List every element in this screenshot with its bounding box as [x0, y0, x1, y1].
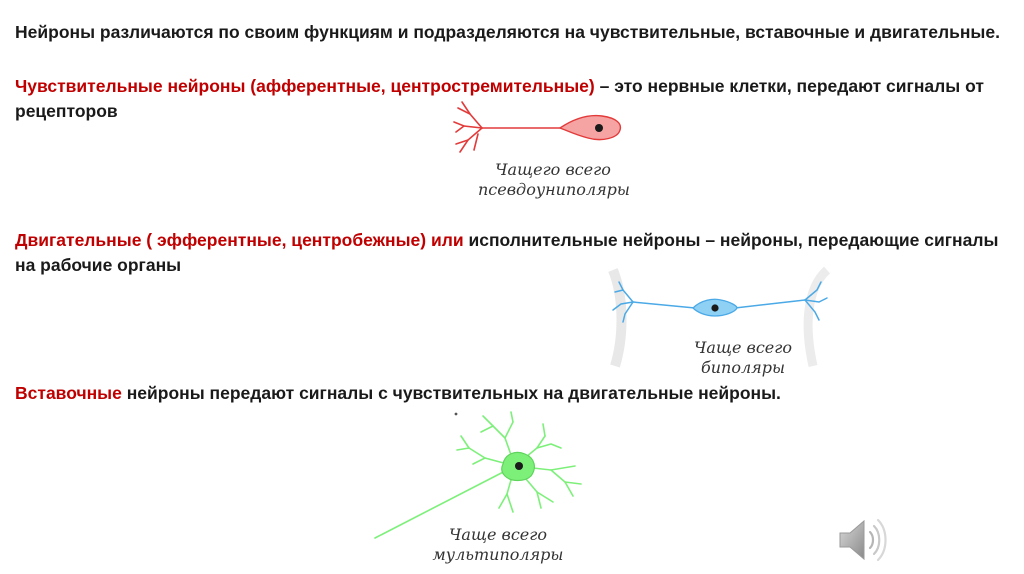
pseudounipolar-caption-line1: Чащего всего — [495, 160, 611, 179]
pseudounipolar-caption — [478, 160, 628, 200]
motor-description: исполнительные нейроны – нейроны, передающие сигналы на рабочие органы — [15, 230, 999, 275]
multipolar-caption — [418, 525, 578, 565]
interneuron-term: Вставочные — [15, 383, 122, 403]
bipolar-caption-line2: биполяры — [700, 358, 786, 377]
interneuron-paragraph — [15, 381, 1005, 406]
sensory-term: Чувствительные нейроны (афферентные, центростремительные) — [15, 76, 595, 96]
sensory-description: – это нервные клетки, передают сигналы от рецепторов — [15, 76, 984, 121]
intro-paragraph — [15, 20, 1005, 45]
speaker-icon[interactable] — [836, 515, 890, 565]
pseudounipolar-neuron-icon — [452, 100, 632, 160]
intro-text: Нейроны различаются по своим функциям и подразделяются на чувствительные, вставочные и двигательные. — [15, 22, 1000, 42]
bipolar-caption-line1: Чаще всего — [694, 338, 792, 357]
bipolar-caption — [678, 338, 808, 378]
pseudounipolar-caption-line2: псевдоуниполяры — [478, 180, 630, 199]
multipolar-caption-line1: Чаще всего — [449, 525, 547, 544]
motor-term: Двигательные ( эфферентные, центробежные) или — [15, 230, 464, 250]
motor-paragraph — [15, 228, 1005, 278]
interneuron-description: нейроны передают сигналы с чувствительных на двигательные нейроны. — [121, 383, 781, 403]
multipolar-caption-line2: мультиполяры — [432, 545, 564, 564]
